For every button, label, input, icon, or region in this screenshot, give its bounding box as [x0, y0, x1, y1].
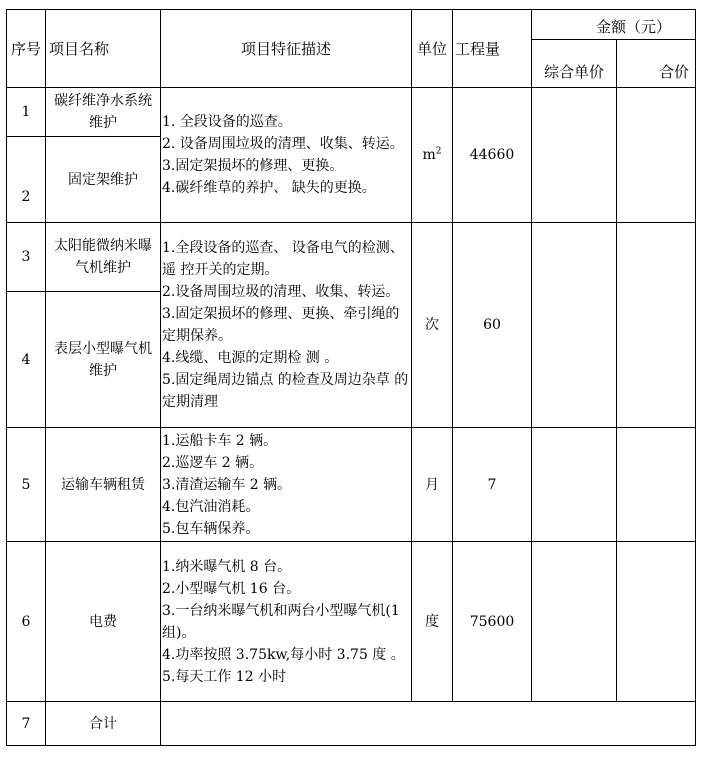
row-seq: 2	[7, 137, 46, 223]
row-name: 运输车辆租赁	[46, 428, 161, 542]
row-qty: 44660	[453, 88, 532, 223]
header-name: 项目名称	[46, 10, 161, 88]
desc-line: 4.线缆、电源的定期检 测 。	[162, 350, 339, 366]
quotation-table	[6, 9, 696, 746]
desc-line: 3.固定架损坏的修理、更换。	[162, 158, 344, 174]
row-desc	[161, 223, 412, 428]
row-seq: 3	[7, 223, 46, 292]
row-seq: 4	[7, 292, 46, 428]
row-desc	[161, 428, 412, 542]
header-desc: 项目特征描述	[161, 10, 412, 88]
desc-line: 1. 全段设备的巡查。	[162, 114, 292, 130]
desc-line: 3.一台纳米曝气机和两台小型曝气机(1 组)。	[162, 602, 400, 641]
desc-line: 5.固定绳周边锚点 的检查及周边杂草 的定期清理	[162, 372, 409, 410]
header-qty: 工程量	[453, 10, 532, 88]
row-qty: 60	[453, 223, 532, 428]
row-name: 固定架维护	[46, 137, 161, 223]
row-unit: $m^2$	[412, 88, 453, 223]
row-unit: 月	[412, 428, 453, 542]
header-unit-price: 综合单价	[532, 40, 617, 88]
row-seq: 1	[7, 88, 46, 137]
row-unit-price	[532, 223, 617, 428]
desc-line: 5.包车辆保养。	[162, 520, 260, 537]
desc-line: 5.每天工作 12 小时	[162, 668, 287, 685]
row-name: 合计	[46, 702, 161, 746]
row-desc	[161, 542, 412, 702]
row-name: 碳纤维净水系统维护	[46, 88, 161, 137]
row-total-price	[617, 223, 696, 428]
row-unit: 度	[412, 542, 453, 702]
header-total-price: 合价	[617, 40, 696, 88]
row-name: 表层小型曝气机维护	[46, 292, 161, 428]
row-unit-price	[532, 88, 617, 223]
row-unit-price	[532, 428, 617, 542]
row-total-price	[617, 428, 696, 542]
desc-line: 2. 设备周围垃圾的清理、收集、转运。	[162, 136, 404, 152]
header-seq: 序号	[7, 10, 46, 88]
desc-line: 2.巡逻车 2 辆。	[162, 454, 264, 471]
total-value	[161, 702, 696, 746]
row-seq: 5	[7, 428, 46, 542]
desc-line: 4.功率按照 3.75kw,每小时 3.75 度 。	[162, 646, 405, 663]
desc-line: 2.设备周围垃圾的清理、收集、转运。	[162, 284, 400, 300]
desc-line: 3.固定架损坏的修理、更换、牵引绳的定期保养。	[162, 306, 400, 344]
desc-line: 1.运船卡车 2 辆。	[162, 432, 278, 449]
row-seq: 6	[7, 542, 46, 702]
row-name: 太阳能微纳米曝气机维护	[46, 223, 161, 292]
row-desc	[161, 88, 412, 223]
row-unit-price	[532, 542, 617, 702]
desc-line: 4.包汽油消耗。	[162, 498, 260, 515]
desc-line: 2.小型曝气机 16 台。	[162, 580, 301, 597]
desc-line: 1.纳米曝气机 8 台。	[162, 558, 292, 575]
row-qty: 75600	[453, 542, 532, 702]
row-seq: 7	[7, 702, 46, 746]
row-name: 电费	[46, 542, 161, 702]
desc-line: 4.碳纤维草的养护、 缺失的更换。	[162, 180, 376, 196]
row-total-price	[617, 542, 696, 702]
row-unit: 次	[412, 223, 453, 428]
desc-line: 1.全段设备的巡查、 设备电气的检测、遥 控开关的定期。	[162, 240, 404, 278]
row-qty: 7	[453, 428, 532, 542]
row-total-price	[617, 88, 696, 223]
header-unit: 单位	[412, 10, 453, 88]
desc-line: 3.清渣运输车 2 辆。	[162, 476, 292, 493]
header-amount: 金额（元）	[532, 10, 696, 40]
